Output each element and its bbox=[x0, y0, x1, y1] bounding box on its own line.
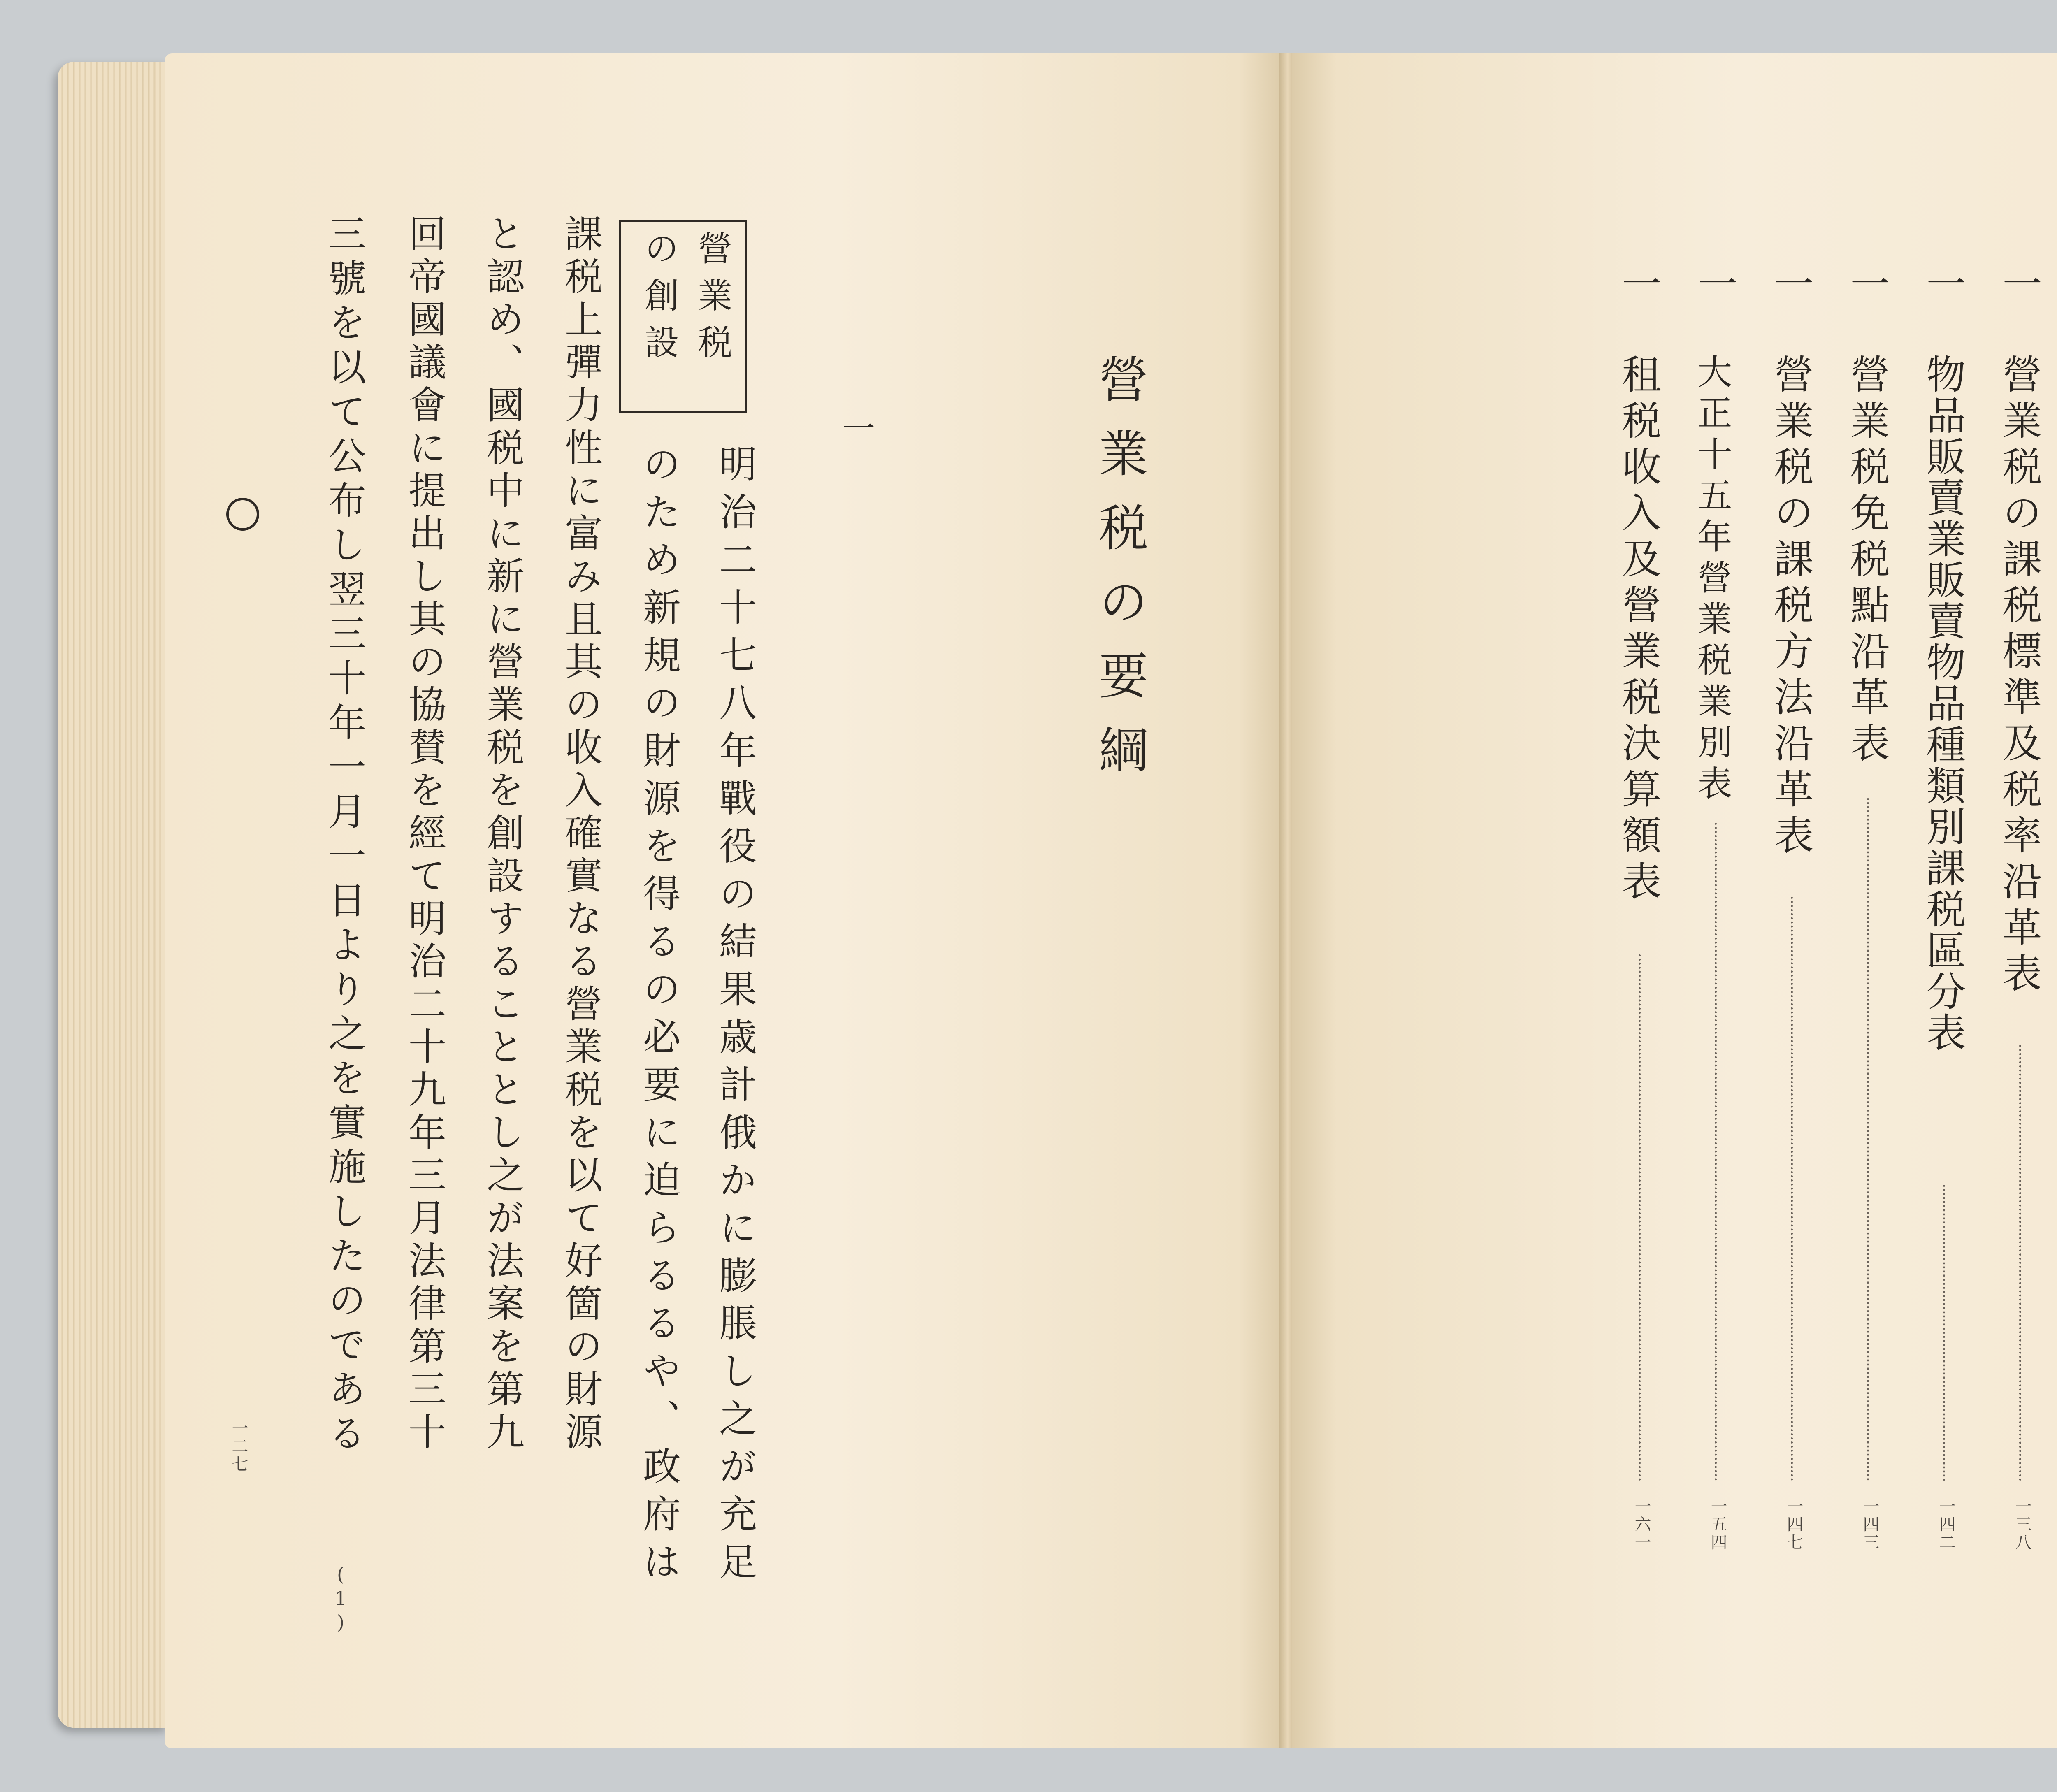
toc-entry-title: 營業税の課税標準及税率沿革表 bbox=[1996, 354, 2042, 999]
toc-entry-marker: 一 bbox=[1692, 263, 1738, 309]
toc-entry-marker: 一 bbox=[1616, 263, 1662, 309]
toc-leader-dots bbox=[1791, 897, 1793, 1481]
toc-entry-page: 一四二 bbox=[1936, 1497, 1955, 1552]
toc-leader-dots bbox=[2019, 1045, 2021, 1481]
toc-entry-title: 營業税免税點沿革表 bbox=[1844, 354, 1890, 768]
left-page-edges bbox=[58, 62, 169, 1728]
sidebox-line-1: 營業税 bbox=[692, 230, 733, 371]
toc-entry-marker: 一 bbox=[1844, 263, 1890, 309]
toc-entry-page: 一四七 bbox=[1784, 1497, 1803, 1552]
toc-entry-title: 物品販賣業販賣物品種類別課税區分表 bbox=[1920, 354, 1966, 1053]
circle-mark bbox=[226, 498, 259, 531]
body-line-6: 三號を以て公布し翌三十年一月一日より之を實施したのである bbox=[322, 214, 366, 1458]
toc-entry-title: 大正十五年營業税業別表 bbox=[1692, 354, 1732, 806]
toc-entry-page: 一五四 bbox=[1708, 1497, 1727, 1552]
footnote-marker: (1) bbox=[330, 1563, 352, 1635]
toc-entry-marker: 一 bbox=[1920, 263, 1966, 309]
toc-entry-marker: 一 bbox=[1768, 263, 1814, 309]
sidebox-line-2: の創設 bbox=[639, 230, 679, 371]
body-line-2: のため新規の財源を得るの必要に迫らるるや、政府は bbox=[637, 444, 681, 1590]
body-line-1: 明治二十七八年戰役の結果歳計俄かに膨脹し之が充足 bbox=[713, 444, 757, 1590]
toc-entry-title: 租税收入及營業税決算額表 bbox=[1616, 354, 1662, 907]
page-number-left: 一二七 bbox=[229, 1419, 248, 1474]
toc-entry-title: 營業税の課税方法沿革表 bbox=[1768, 354, 1814, 861]
section-title: 營業税の要綱 bbox=[1091, 354, 1148, 798]
body-line-3: 課税上彈力性に富み且其の收入確實なる營業税を以て好箇の財源 bbox=[559, 214, 603, 1455]
section-number: 一 bbox=[837, 411, 875, 469]
toc-entry-marker: 一 bbox=[1996, 263, 2042, 309]
toc-entry-page: 一六一 bbox=[1632, 1497, 1651, 1552]
body-line-4: と認め、國税中に新に營業税を創設することとし之が法案を第九 bbox=[481, 214, 525, 1455]
toc-leader-dots bbox=[1715, 823, 1717, 1481]
toc-entry-page: 一三八 bbox=[2013, 1497, 2031, 1552]
toc-leader-dots bbox=[1867, 798, 1869, 1481]
toc-entry-page: 一四三 bbox=[1860, 1497, 1879, 1552]
toc-leader-dots bbox=[1943, 1185, 1945, 1481]
toc-leader-dots bbox=[1639, 954, 1641, 1481]
body-line-5: 回帝國議會に提出し其の協賛を經て明治二十九年三月法律第三十 bbox=[402, 214, 446, 1455]
